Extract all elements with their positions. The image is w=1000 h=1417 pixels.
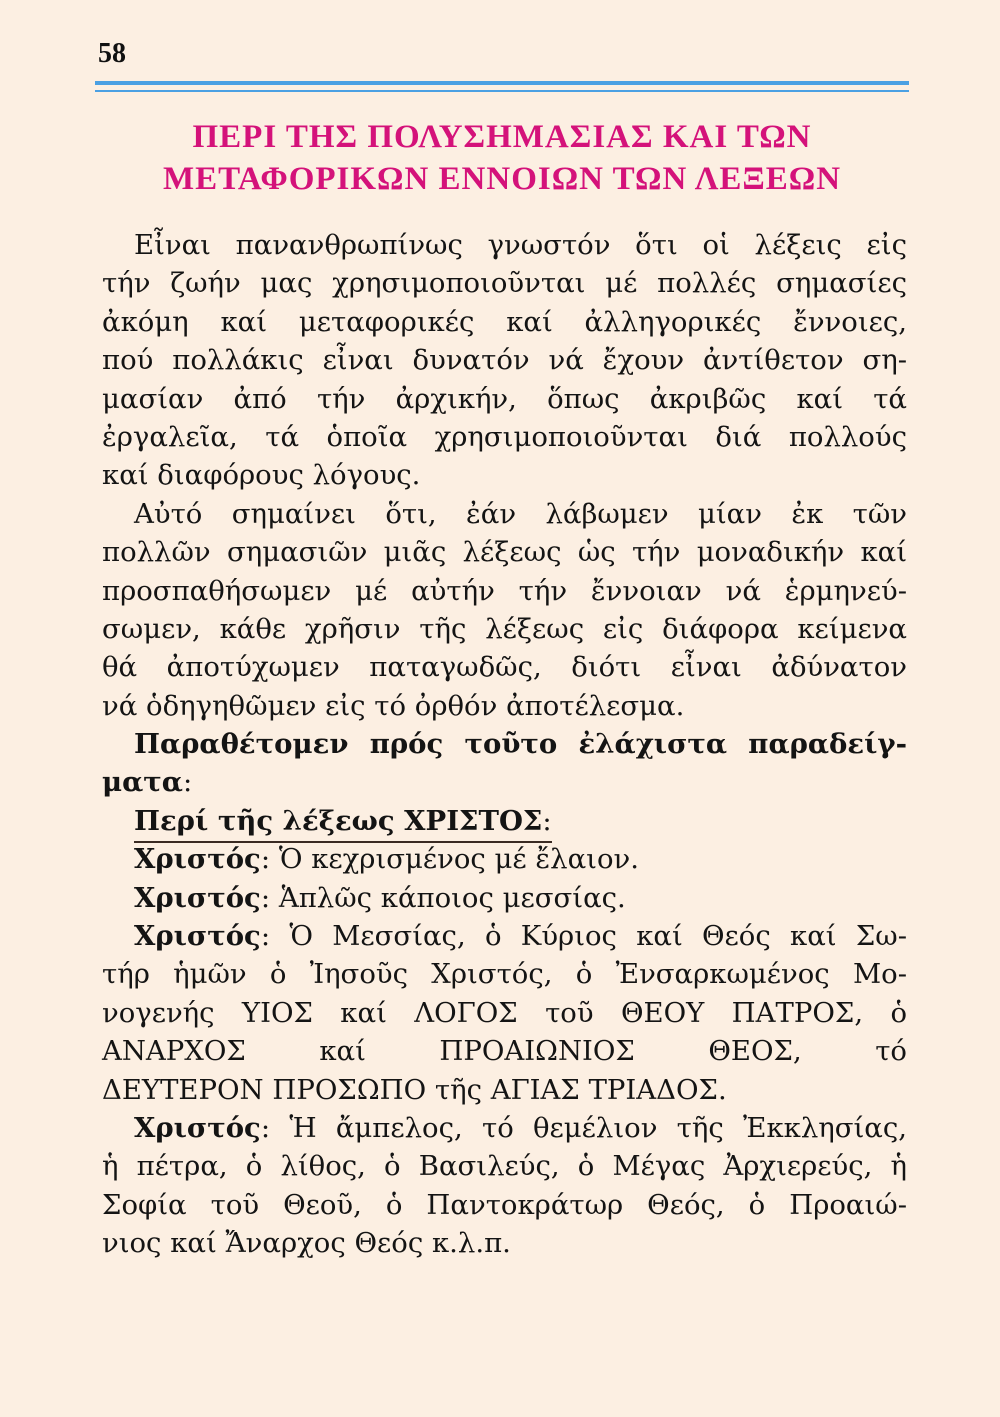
text-line: ΔΕΥΤΕΡΟΝ ΠΡΟΣΩΠΟ τῆς ΑΓΙΑΣ ΤΡΙΑΔΟΣ.	[102, 1073, 727, 1106]
section-heading-colon: :	[542, 804, 552, 837]
text-line: σωμεν, κάθε χρῆσιν τῆς λέξεως εἰς διάφορα κείμενα	[102, 612, 907, 645]
examples-intro-word: ματα	[102, 766, 183, 799]
text-line: πολλῶν σημασιῶν μιᾶς λέξεως ὡς τήν μοναδικήν καί	[102, 536, 907, 569]
definition-line	[102, 879, 907, 917]
definition-line	[102, 840, 907, 878]
header-rule-thick	[95, 81, 909, 85]
text-line: ἡ πέτρα, ὁ λίθος, ὁ Βασιλεύς, ὁ Μέγας Ἀρχιερεύς, ἡ	[102, 1150, 907, 1183]
definition-text: Ὁ κεχρισμένος μέ ἔλαιον.	[278, 843, 639, 876]
chapter-title	[95, 116, 909, 200]
examples-intro-colon: :	[182, 766, 193, 799]
definition-text: Ὁ Μεσσίας, ὁ Κύριος καί Θεός καί Σω-	[289, 920, 907, 953]
header-rule-thin	[95, 90, 909, 92]
definition-colon: :	[260, 920, 290, 953]
definition-term: Χριστός	[134, 843, 261, 876]
definition-colon: :	[260, 843, 279, 876]
examples-intro-line	[102, 763, 907, 801]
chapter-title-line-1: ΠΕΡΙ ΤΗΣ ΠΟΛΥΣΗΜΑΣΙΑΣ ΚΑΙ ΤΩΝ	[192, 119, 812, 155]
definition-colon: :	[260, 881, 279, 914]
section-heading	[134, 802, 552, 843]
text-line: Εἶναι πανανθρωπίνως γνωστόν ὅτι οἱ λέξεις εἰς	[134, 229, 907, 261]
definition-term: Χριστός	[134, 1111, 261, 1144]
text-line: προσπαθήσωμεν μέ αὐτήν τήν ἔννοιαν νά ἑρμηνεύ-	[102, 574, 907, 607]
body-text	[102, 226, 907, 1263]
text-line: ἀκόμη καί μεταφορικές καί ἀλληγορικές ἔννοιες,	[102, 305, 907, 338]
text-line: νιος καί Ἄναρχος Θεός κ.λ.π.	[102, 1227, 511, 1260]
page-number: 58	[98, 38, 126, 69]
definition-text: Ἡ ἄμπελος, τό θεμέλιον τῆς Ἐκκλησίας,	[289, 1111, 907, 1144]
text-line: νά ὁδηγηθῶμεν εἰς τό ὀρθόν ἀποτέλεσμα.	[102, 689, 685, 722]
section-heading-text: Περί τῆς λέξεως ΧΡΙΣΤΟΣ	[134, 804, 543, 837]
text-line: τήρ ἡμῶν ὁ Ἰησοῦς Χριστός, ὁ Ἐνσαρκωμένος Μο-	[102, 958, 907, 991]
text-line: μασίαν ἀπό τήν ἀρχικήν, ὅπως ἀκριβῶς καί τά	[102, 382, 907, 415]
definition-term: Χριστός	[134, 881, 261, 914]
text-line: Σοφία τοῦ Θεοῦ, ὁ Παντοκράτωρ Θεός, ὁ Προαιώ-	[102, 1188, 907, 1221]
text-line: ΑΝΑΡΧΟΣ καί ΠΡΟΑΙΩΝΙΟΣ ΘΕΟΣ, τό	[102, 1035, 907, 1068]
text-line: πού πολλάκις εἶναι δυνατόν νά ἔχουν ἀντίθετον ση-	[102, 344, 907, 377]
definition-line	[102, 1109, 907, 1147]
examples-intro-line: Παραθέτομεν πρός τοῦτο ἐλάχιστα παραδείγ-	[134, 728, 907, 761]
text-line: τήν ζωήν μας χρησιμοποιοῦνται μέ πολλές σημασίες	[102, 267, 907, 300]
definition-text: Ἁπλῶς κάποιος μεσσίας.	[278, 881, 626, 914]
text-line: ἐργαλεῖα, τά ὁποῖα χρησιμοποιοῦνται διά πολλούς	[102, 420, 907, 453]
text-line: Αὐτό σημαίνει ὅτι, ἐάν λάβωμεν μίαν ἐκ τῶν	[134, 497, 907, 530]
definition-colon: :	[260, 1111, 290, 1144]
text-line: καί διαφόρους λόγους.	[102, 459, 421, 492]
text-line: νογενής ΥΙΟΣ καί ΛΟΓΟΣ τοῦ ΘΕΟΥ ΠΑΤΡΟΣ, ὁ	[102, 996, 907, 1029]
definition-term: Χριστός	[134, 920, 261, 953]
definition-line	[102, 917, 907, 955]
chapter-title-line-2: ΜΕΤΑΦΟΡΙΚΩΝ ΕΝΝΟΙΩΝ ΤΩΝ ΛΕΞΕΩΝ	[162, 161, 842, 197]
text-line: θά ἀποτύχωμεν παταγωδῶς, διότι εἶναι ἀδύνατον	[102, 651, 907, 684]
section-heading-line	[102, 802, 907, 840]
